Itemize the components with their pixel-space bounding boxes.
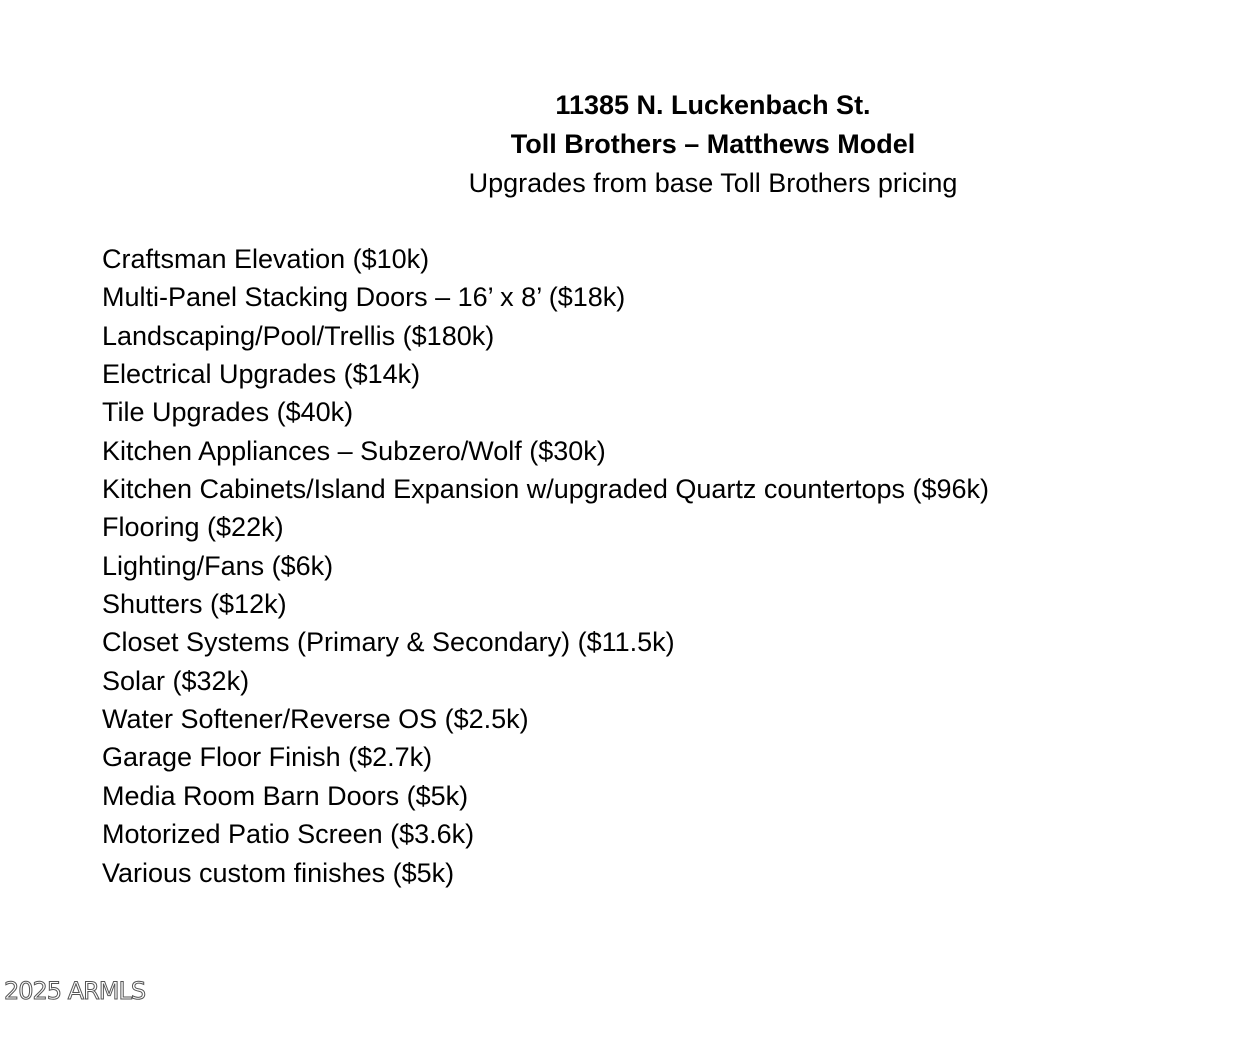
list-item: Water Softener/Reverse OS ($2.5k) [102,704,529,735]
list-item: Landscaping/Pool/Trellis ($180k) [102,320,495,351]
watermark: 2025 ARMLS [4,977,146,1005]
list-item: Kitchen Appliances – Subzero/Wolf ($30k) [102,435,606,466]
property-address: 11385 N. Luckenbach St. [555,90,871,120]
list-item: Tile Upgrades ($40k) [102,397,354,428]
list-item: Lighting/Fans ($6k) [102,550,334,581]
list-item: Kitchen Cabinets/Island Expansion w/upgraded Quartz countertops ($96k) [102,474,990,505]
builder-model: Toll Brothers – Matthews Model [510,129,916,159]
list-item: Electrical Upgrades ($14k) [102,359,421,390]
list-item: Various custom finishes ($5k) [102,857,455,888]
list-item: Solar ($32k) [102,665,250,696]
list-item: Multi-Panel Stacking Doors – 16’ x 8’ ($18k) [102,282,626,313]
list-item: Craftsman Elevation ($10k) [102,244,430,274]
document-subtitle: Upgrades from base Toll Brothers pricing [468,168,958,198]
document-header [413,86,1013,203]
list-item: Shutters ($12k) [102,589,287,620]
list-item: Motorized Patio Screen ($3.6k) [102,819,475,850]
list-item: Closet Systems (Primary & Secondary) ($11.5k) [102,627,675,658]
upgrades-list [102,240,989,892]
list-item: Garage Floor Finish ($2.7k) [102,742,433,773]
list-item: Flooring ($22k) [102,512,284,543]
list-item: Media Room Barn Doors ($5k) [102,780,469,811]
